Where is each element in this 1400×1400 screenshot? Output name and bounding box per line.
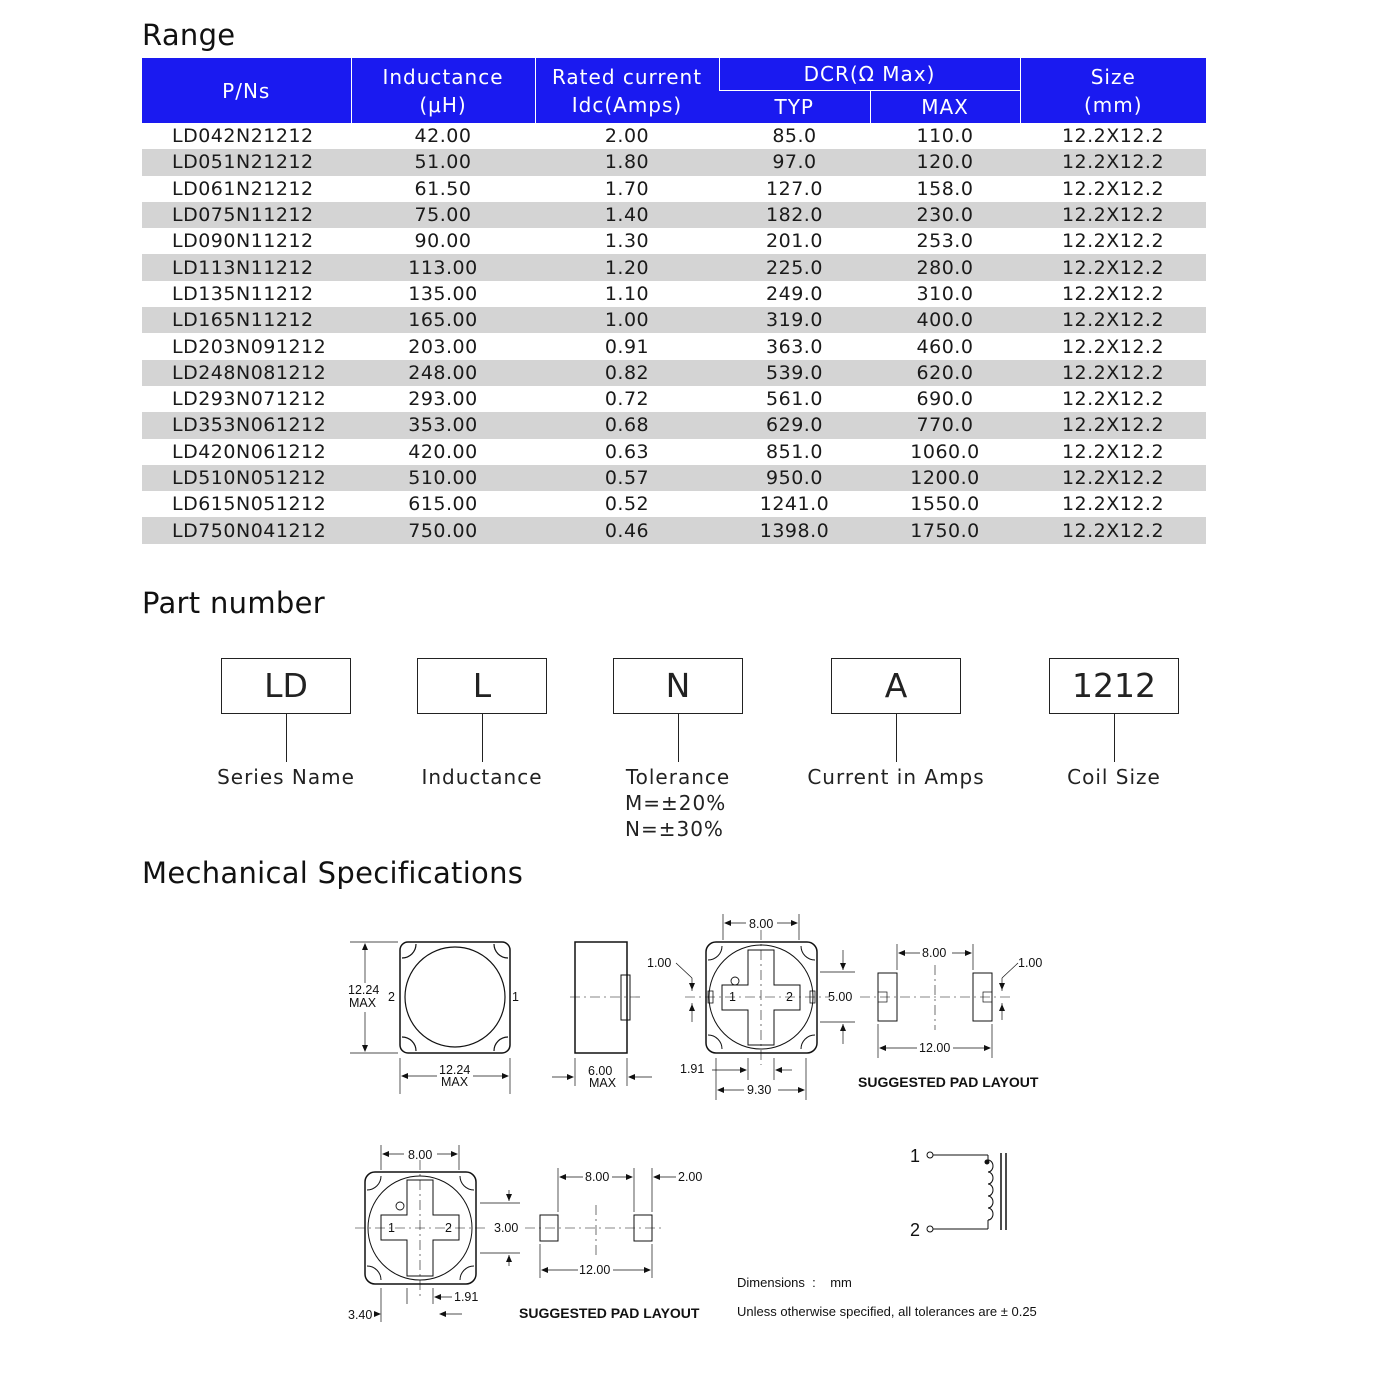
- header-dcr: DCR(Ω Max): [719, 58, 1020, 91]
- table-cell: LD090N11212: [172, 230, 314, 253]
- schematic-pin-2: 2: [910, 1220, 921, 1240]
- table-cell: 0.91: [604, 335, 650, 358]
- table-cell: 85.0: [772, 125, 817, 148]
- table-row: [142, 360, 1206, 386]
- table-cell: 293.00: [408, 388, 478, 411]
- table-cell: 120.0: [870, 149, 1020, 175]
- dim-pad-1-00: 1.00: [1018, 956, 1043, 970]
- pn-connector: [678, 714, 679, 762]
- dim-width-max: MAX: [441, 1075, 469, 1089]
- table-cell: LD510N051212: [142, 465, 351, 491]
- table-cell: 950.0: [719, 465, 870, 491]
- pn-connector: [1114, 714, 1115, 762]
- inductor-schematic: [927, 1152, 1006, 1232]
- table-cell: 0.52: [604, 493, 650, 516]
- pn-box-current: A: [831, 658, 961, 714]
- table-cell: 201.0: [766, 230, 823, 253]
- table-cell: LD248N081212: [142, 360, 351, 386]
- table-row: [142, 333, 1206, 359]
- table-cell: 12.2X12.2: [1020, 149, 1206, 175]
- header-dcr-max: MAX: [870, 91, 1020, 124]
- table-cell: 12.2X12.2: [1061, 282, 1165, 305]
- pn-box-coil-size: 1212: [1049, 658, 1179, 714]
- table-row: [142, 517, 1206, 543]
- header-dcr-typ: TYP: [719, 91, 870, 124]
- pin-label-2: 2: [786, 990, 793, 1004]
- table-cell: LD042N21212: [172, 125, 314, 148]
- table-cell: 97.0: [719, 149, 870, 175]
- table-cell: 127.0: [766, 177, 823, 200]
- table-cell: 12.2X12.2: [1061, 388, 1165, 411]
- pn-label-current: Current in Amps: [807, 765, 985, 789]
- pn-connector: [896, 714, 897, 762]
- table-cell: 1.10: [604, 282, 650, 305]
- pn-label-inductance: Inductance: [421, 765, 543, 789]
- table-cell: 620.0: [870, 360, 1020, 386]
- table-cell: 1200.0: [870, 465, 1020, 491]
- table-cell: LD061N21212: [172, 177, 314, 200]
- dim-bottom-9-30: 9.30: [747, 1083, 772, 1097]
- table-cell: 400.0: [870, 307, 1020, 333]
- dim-bottom-5-00: 5.00: [828, 990, 853, 1004]
- table-cell: 851.0: [766, 440, 823, 463]
- mechanical-drawing: [0, 900, 1400, 1350]
- table-cell: 1.70: [604, 177, 650, 200]
- table-row: [142, 202, 1206, 228]
- table-cell: 249.0: [766, 282, 823, 305]
- table-cell: 12.2X12.2: [1020, 412, 1206, 438]
- table-cell: 1398.0: [719, 517, 870, 543]
- table-row: [142, 123, 1206, 149]
- pad-layout-alt-label: SUGGESTED PAD LAYOUT: [519, 1305, 700, 1321]
- table-cell: 253.0: [916, 230, 974, 253]
- table-cell: 1.80: [535, 149, 719, 175]
- table-cell: 12.2X12.2: [1020, 254, 1206, 280]
- table-cell: 420.00: [408, 440, 478, 463]
- table-cell: 1750.0: [870, 517, 1020, 543]
- header-inductance: Inductance (μH): [351, 58, 535, 123]
- table-cell: 12.2X12.2: [1061, 335, 1165, 358]
- table-cell: LD165N11212: [142, 307, 351, 333]
- table-row: [142, 439, 1206, 465]
- pad-layout-alt-drawing: [525, 1168, 676, 1278]
- top-view-drawing: [350, 942, 510, 1094]
- table-cell: 110.0: [916, 125, 974, 148]
- table-cell: 61.50: [414, 177, 472, 200]
- dim-height-value: 12.24: [348, 983, 380, 997]
- table-row: [142, 149, 1206, 175]
- table-cell: 135.00: [408, 282, 478, 305]
- dim-alt-3-00: 3.00: [494, 1221, 519, 1235]
- table-cell: 12.2X12.2: [1061, 493, 1165, 516]
- dim-alt-1-91: 1.91: [454, 1290, 479, 1304]
- table-cell: 0.68: [535, 412, 719, 438]
- table-cell: 539.0: [719, 360, 870, 386]
- pn-box-tolerance: N: [613, 658, 743, 714]
- table-cell: 561.0: [766, 388, 823, 411]
- table-row: [142, 465, 1206, 491]
- range-table: [142, 58, 1206, 544]
- table-cell: LD113N11212: [142, 254, 351, 280]
- note-tolerance: Unless otherwise specified, all tolerances are ± 0.25: [737, 1304, 1037, 1319]
- table-cell: 0.46: [535, 517, 719, 543]
- note-dimensions: Dimensions : mm: [737, 1275, 852, 1290]
- table-cell: LD615N051212: [172, 493, 327, 516]
- tolerance-m: M=±20%: [625, 791, 727, 815]
- table-cell: LD135N11212: [172, 282, 314, 305]
- header-size: Size (mm): [1020, 58, 1206, 123]
- table-cell: LD051N21212: [142, 149, 351, 175]
- table-cell: LD075N11212: [142, 202, 351, 228]
- table-cell: 460.0: [916, 335, 974, 358]
- table-cell: 12.2X12.2: [1020, 202, 1206, 228]
- dim-pad-alt-8-00: 8.00: [585, 1170, 610, 1184]
- header-pn: P/Ns: [142, 58, 351, 123]
- table-cell: 90.00: [414, 230, 472, 253]
- pin-label-2: 2: [445, 1221, 452, 1235]
- table-cell: 363.0: [766, 335, 823, 358]
- table-cell: 1060.0: [910, 440, 980, 463]
- table-cell: 0.82: [535, 360, 719, 386]
- table-row: [142, 412, 1206, 438]
- table-cell: 75.00: [351, 202, 535, 228]
- table-row: [142, 386, 1206, 412]
- table-cell: 51.00: [351, 149, 535, 175]
- table-cell: LD420N061212: [172, 440, 327, 463]
- pn-label-series: Series Name: [217, 765, 355, 789]
- table-cell: LD750N041212: [142, 517, 351, 543]
- tolerance-n: N=±30%: [625, 817, 724, 841]
- table-cell: 1241.0: [759, 493, 830, 516]
- pn-connector: [286, 714, 287, 762]
- table-cell: 353.00: [351, 412, 535, 438]
- dim-height-max: MAX: [349, 996, 377, 1010]
- pn-box-inductance: L: [417, 658, 547, 714]
- table-cell: 42.00: [414, 125, 472, 148]
- pin-label-1: 1: [729, 990, 736, 1004]
- table-cell: 1.30: [604, 230, 650, 253]
- dim-pad-8-00: 8.00: [922, 946, 947, 960]
- table-cell: 230.0: [870, 202, 1020, 228]
- table-cell: 0.57: [535, 465, 719, 491]
- table-cell: 248.00: [351, 360, 535, 386]
- part-number-title: Part number: [142, 586, 325, 620]
- table-cell: 1550.0: [910, 493, 980, 516]
- table-cell: 319.0: [719, 307, 870, 333]
- table-cell: 12.2X12.2: [1020, 307, 1206, 333]
- table-cell: 510.00: [351, 465, 535, 491]
- table-cell: 280.0: [870, 254, 1020, 280]
- table-cell: 1.40: [535, 202, 719, 228]
- dim-bottom-8-00: 8.00: [749, 917, 774, 931]
- table-row: [142, 228, 1206, 254]
- pn-label-tolerance: Tolerance M=±20% N=±30%: [563, 764, 793, 842]
- dim-pad-alt-2-00: 2.00: [678, 1170, 703, 1184]
- table-cell: 12.2X12.2: [1020, 517, 1206, 543]
- table-cell: LD293N071212: [172, 388, 327, 411]
- table-cell: LD353N061212: [142, 412, 351, 438]
- table-cell: 615.00: [408, 493, 478, 516]
- pn-box-series: LD: [221, 658, 351, 714]
- table-cell: 12.2X12.2: [1020, 465, 1206, 491]
- schematic-pin-1: 1: [910, 1146, 921, 1166]
- table-cell: 225.0: [719, 254, 870, 280]
- table-row: [142, 254, 1206, 280]
- pin-label-2: 2: [388, 990, 395, 1004]
- table-cell: 203.00: [408, 335, 478, 358]
- table-cell: 1.00: [535, 307, 719, 333]
- dim-thickness-value: 6.00: [588, 1064, 613, 1078]
- table-row: [142, 281, 1206, 307]
- table-cell: 12.2X12.2: [1061, 125, 1165, 148]
- pn-connector: [482, 714, 483, 762]
- table-cell: 12.2X12.2: [1061, 177, 1165, 200]
- dim-pad-alt-12-00: 12.00: [579, 1263, 611, 1277]
- dim-width-value: 12.24: [439, 1063, 471, 1077]
- table-cell: 2.00: [604, 125, 650, 148]
- dim-bottom-1-00: 1.00: [647, 956, 672, 970]
- dim-alt-8-00: 8.00: [408, 1148, 433, 1162]
- table-cell: 12.2X12.2: [1020, 360, 1206, 386]
- dim-alt-3-40: 3.40: [348, 1308, 373, 1322]
- table-row: [142, 176, 1206, 202]
- pin-label-1: 1: [512, 990, 519, 1004]
- mechanical-title: Mechanical Specifications: [142, 856, 524, 890]
- table-cell: 690.0: [916, 388, 974, 411]
- table-cell: 12.2X12.2: [1061, 440, 1165, 463]
- table-cell: 113.00: [351, 254, 535, 280]
- pad-layout-label: SUGGESTED PAD LAYOUT: [858, 1074, 1039, 1090]
- table-cell: 12.2X12.2: [1061, 230, 1165, 253]
- table-cell: 750.00: [351, 517, 535, 543]
- table-cell: 1.20: [535, 254, 719, 280]
- table-cell: LD203N091212: [172, 335, 327, 358]
- header-rated-current: Rated current Idc(Amps): [535, 58, 719, 123]
- table-cell: 158.0: [916, 177, 974, 200]
- table-cell: 182.0: [719, 202, 870, 228]
- range-title: Range: [142, 18, 236, 52]
- table-cell: 0.72: [604, 388, 650, 411]
- table-cell: 165.00: [351, 307, 535, 333]
- pin-label-1: 1: [388, 1221, 395, 1235]
- table-row: [142, 307, 1206, 333]
- table-row: [142, 491, 1206, 517]
- table-cell: 0.63: [604, 440, 650, 463]
- table-cell: 770.0: [870, 412, 1020, 438]
- dim-bottom-1-91: 1.91: [680, 1062, 705, 1076]
- dim-pad-12-00: 12.00: [919, 1041, 951, 1055]
- dim-thickness-max: MAX: [589, 1076, 617, 1090]
- table-cell: 310.0: [916, 282, 974, 305]
- table-cell: 629.0: [719, 412, 870, 438]
- pn-label-coil-size: Coil Size: [1067, 765, 1161, 789]
